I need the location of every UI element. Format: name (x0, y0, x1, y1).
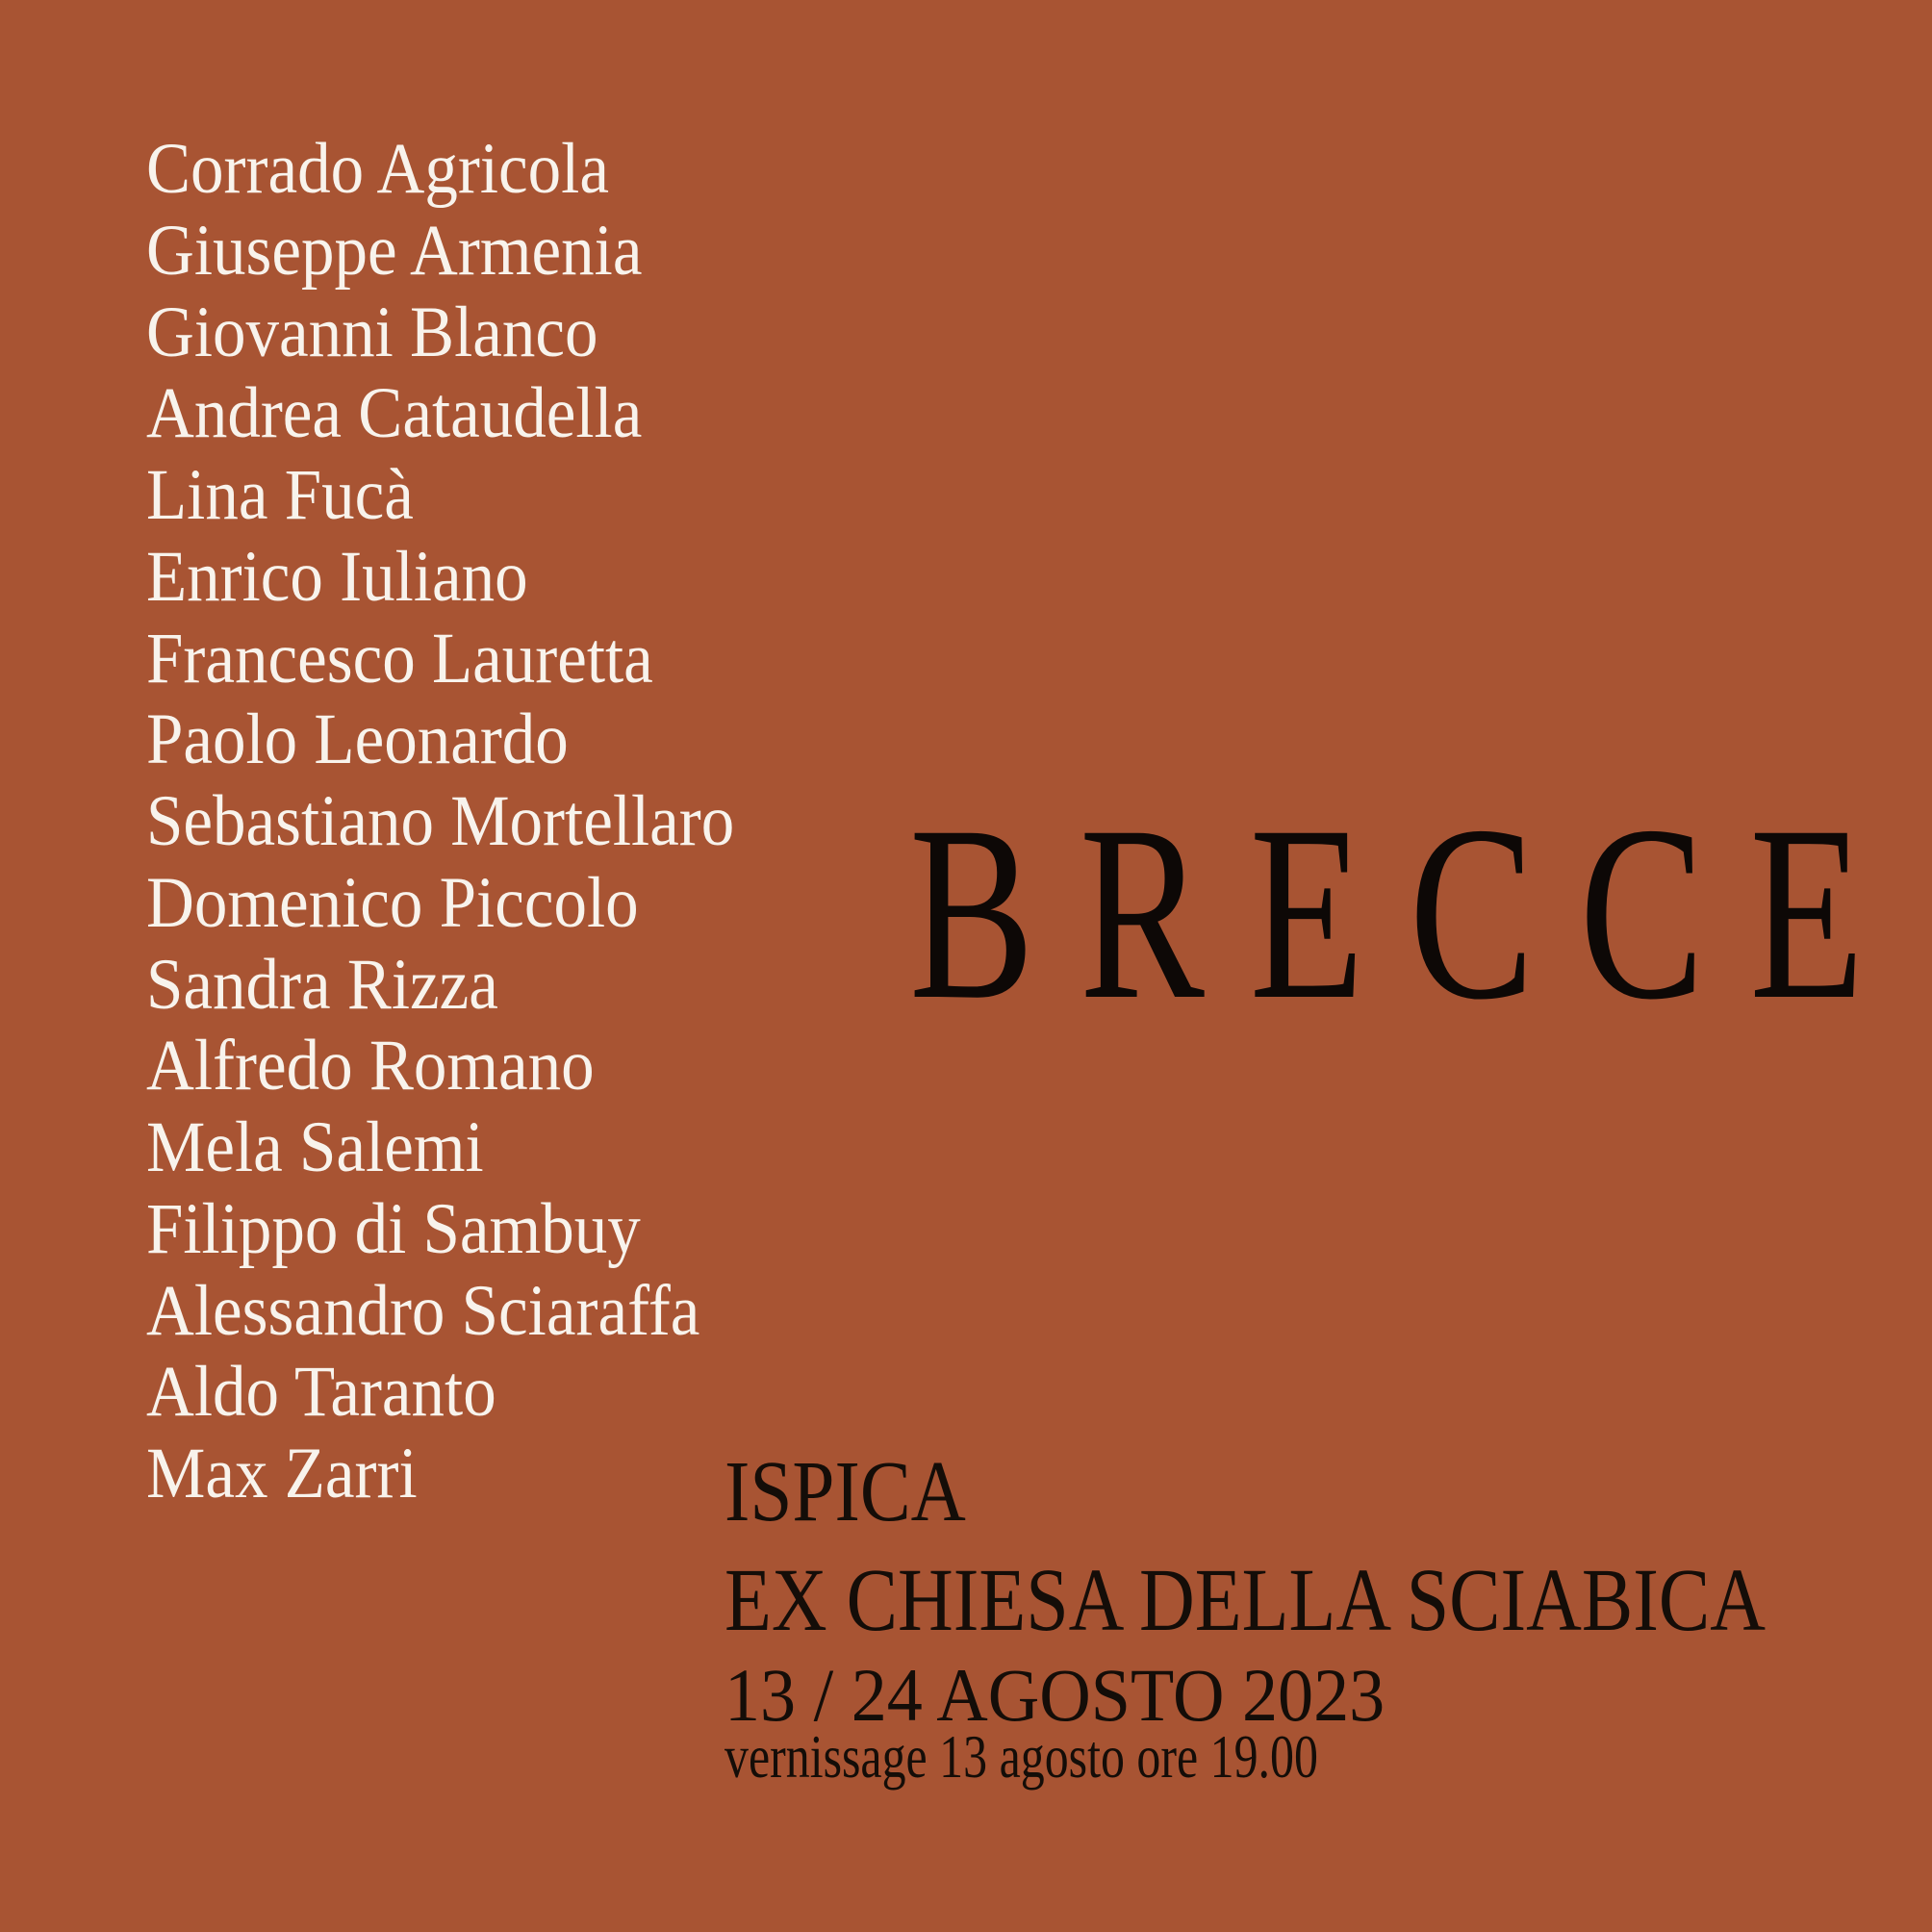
artist-name: Domenico Piccolo (146, 862, 639, 943)
artist-name: Aldo Taranto (146, 1352, 496, 1433)
artist-name: Lina Fucà (146, 455, 414, 535)
artist-name: Corrado Agricola (146, 129, 609, 209)
artist-name: Filippo di Sambuy (146, 1188, 641, 1269)
artist-name: Alfredo Romano (146, 1026, 595, 1106)
exhibition-title: BRECCE (909, 775, 1910, 1052)
artist-name: Giuseppe Armenia (146, 210, 643, 291)
artist-name: Paolo Leonardo (146, 699, 569, 780)
artist-name: Mela Salemi (146, 1107, 484, 1187)
artist-name: Max Zarri (146, 1434, 418, 1513)
venue-city: ISPICA (724, 1444, 966, 1539)
artist-name: Sebastiano Mortellaro (146, 781, 735, 861)
artist-name: Sandra Rizza (146, 944, 498, 1025)
venue-name: EX CHIESA DELLA SCIABICA (724, 1551, 1767, 1650)
artist-name: Alessandro Sciaraffa (146, 1270, 700, 1351)
artist-name: Francesco Lauretta (146, 618, 653, 699)
exhibition-dates: 13 / 24 AGOSTO 2023 (724, 1653, 1385, 1737)
artist-name: Enrico Iuliano (146, 536, 528, 617)
vernissage-info: vernissage 13 agosto ore 19.00 (724, 1722, 1318, 1791)
artist-name: Giovanni Blanco (146, 292, 598, 372)
artist-name: Andrea Cataudella (146, 373, 643, 454)
artist-list (146, 129, 734, 1515)
